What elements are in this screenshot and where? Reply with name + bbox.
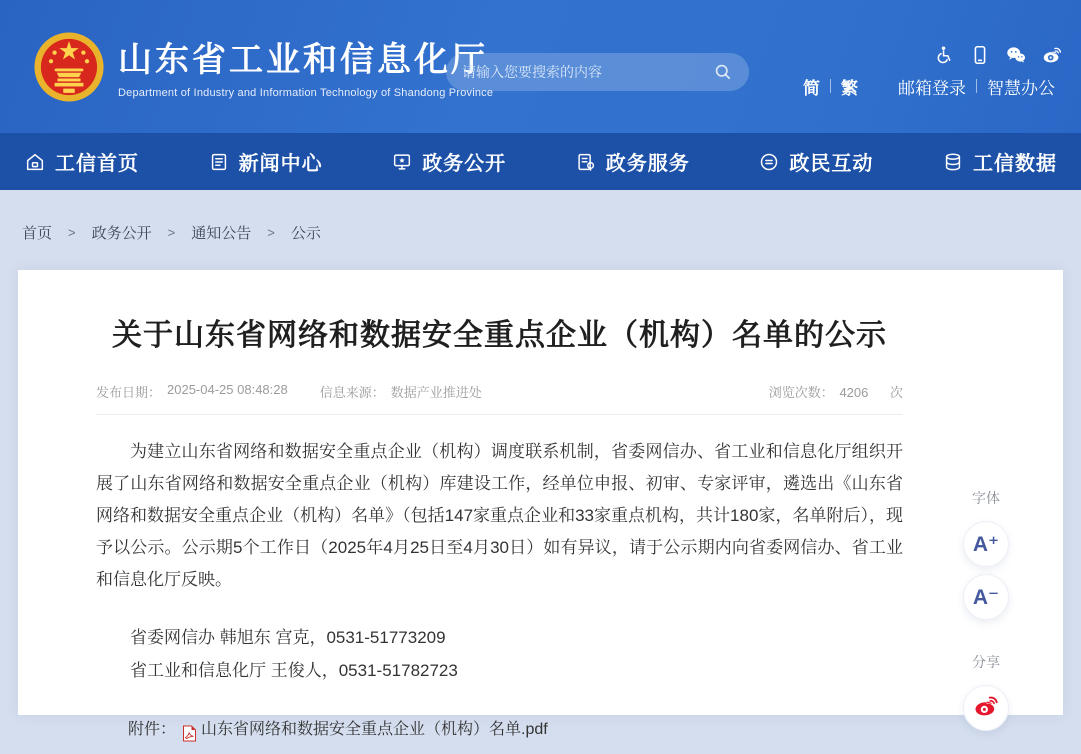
breadcrumb-separator: > bbox=[167, 225, 176, 240]
source-label: 信息来源： bbox=[319, 385, 385, 400]
attachment-link[interactable]: 山东省网络和数据安全重点企业（机构）名单.pdf bbox=[201, 721, 548, 738]
views-count: 4206 bbox=[839, 385, 869, 400]
mail-login-link[interactable]: 邮箱登录 bbox=[898, 78, 966, 98]
nav-item-interaction[interactable] bbox=[758, 147, 873, 176]
nav-label: 新闻中心 bbox=[238, 153, 323, 175]
data-icon bbox=[942, 151, 964, 173]
site-subtitle: Department of Industry and Information Technology of Shandong Province bbox=[118, 87, 494, 99]
contact-line-1: 省委网信办 韩旭东 宫克，0531-51773209 bbox=[130, 628, 446, 647]
weibo-icon[interactable] bbox=[1041, 44, 1063, 66]
article-paragraph: 为建立山东省网络和数据安全重点企业（机构）调度联系机制，省委网信办、省工业和信息化厅组织开展了山东省网络和数据安全重点企业（机构）库建设工作，经单位申报、初审、专家评审，遴选出《山东省网络和数据安全重点企业（机构）名单》（包括147家重点企业和33家重点机构，共计180家，名单附后），现予以公示。公示期5个工作日（2025年4月25日至4月30日）如有异议，请于公示期内向省委网信办、省工业和信息化厅反映。 bbox=[96, 442, 903, 589]
weibo-share-icon bbox=[972, 692, 1000, 725]
breadcrumb-notices[interactable]: 通知公告 bbox=[191, 225, 252, 242]
mobile-icon[interactable] bbox=[969, 44, 991, 66]
home-icon bbox=[24, 151, 46, 173]
weibo-share-button[interactable] bbox=[963, 685, 1009, 731]
breadcrumb bbox=[22, 222, 321, 243]
gov-open-icon bbox=[391, 151, 413, 173]
attachment-label: 附件： bbox=[128, 721, 177, 738]
search-bar bbox=[446, 53, 749, 91]
breadcrumb-announcement[interactable]: 公示 bbox=[290, 225, 321, 242]
views-label: 浏览次数： bbox=[768, 385, 834, 400]
interaction-icon bbox=[758, 151, 780, 173]
source-value: 数据产业推进处 bbox=[390, 385, 482, 400]
lang-simplified[interactable]: 简 bbox=[803, 78, 820, 98]
smart-office-link[interactable]: 智慧办公 bbox=[987, 78, 1055, 98]
national-emblem-logo bbox=[33, 31, 105, 103]
page-tools bbox=[956, 488, 1016, 731]
site-title: 山东省工业和信息化厅 bbox=[118, 41, 488, 79]
font-size-label: 字体 bbox=[972, 490, 1000, 506]
nav-item-data[interactable] bbox=[942, 147, 1057, 176]
search-icon[interactable] bbox=[713, 62, 733, 82]
nav-label: 政务公开 bbox=[422, 153, 507, 175]
views-unit: 次 bbox=[889, 385, 903, 400]
nav-item-gov-open[interactable] bbox=[391, 147, 506, 176]
article-card bbox=[18, 270, 1063, 738]
gov-service-icon bbox=[575, 151, 597, 173]
nav-label: 政务服务 bbox=[605, 153, 690, 175]
font-decrease-button[interactable]: A⁻ bbox=[963, 574, 1009, 620]
site-header bbox=[0, 0, 1081, 133]
publish-date-label: 发布日期： bbox=[96, 385, 162, 400]
share-label: 分享 bbox=[972, 654, 1000, 670]
main-nav bbox=[0, 133, 1081, 190]
contact-line-2: 省工业和信息化厅 王俊人，0531-51782723 bbox=[130, 661, 458, 680]
breadcrumb-separator: > bbox=[68, 225, 76, 240]
accessibility-icon[interactable] bbox=[933, 44, 955, 66]
lang-traditional[interactable]: 繁 bbox=[841, 78, 858, 98]
nav-item-home[interactable] bbox=[24, 147, 139, 176]
breadcrumb-home[interactable]: 首页 bbox=[22, 225, 53, 242]
breadcrumb-gov-open[interactable]: 政务公开 bbox=[91, 225, 152, 242]
font-increase-button[interactable]: A⁺ bbox=[963, 521, 1009, 567]
breadcrumb-separator: > bbox=[267, 225, 275, 240]
nav-label: 工信首页 bbox=[55, 153, 139, 175]
wechat-icon[interactable] bbox=[1005, 44, 1027, 66]
page-title: 关于山东省网络和数据安全重点企业（机构）名单的公示 bbox=[112, 319, 887, 352]
publish-date-value: 2025-04-25 08:48:28 bbox=[167, 382, 288, 397]
nav-label: 工信数据 bbox=[972, 153, 1057, 175]
search-input[interactable] bbox=[462, 64, 713, 80]
pdf-icon bbox=[182, 722, 197, 739]
nav-label: 政民互动 bbox=[789, 153, 874, 175]
article-meta bbox=[96, 382, 903, 415]
nav-item-gov-service[interactable] bbox=[575, 147, 690, 176]
news-icon bbox=[208, 151, 230, 173]
nav-item-news[interactable] bbox=[208, 147, 323, 176]
